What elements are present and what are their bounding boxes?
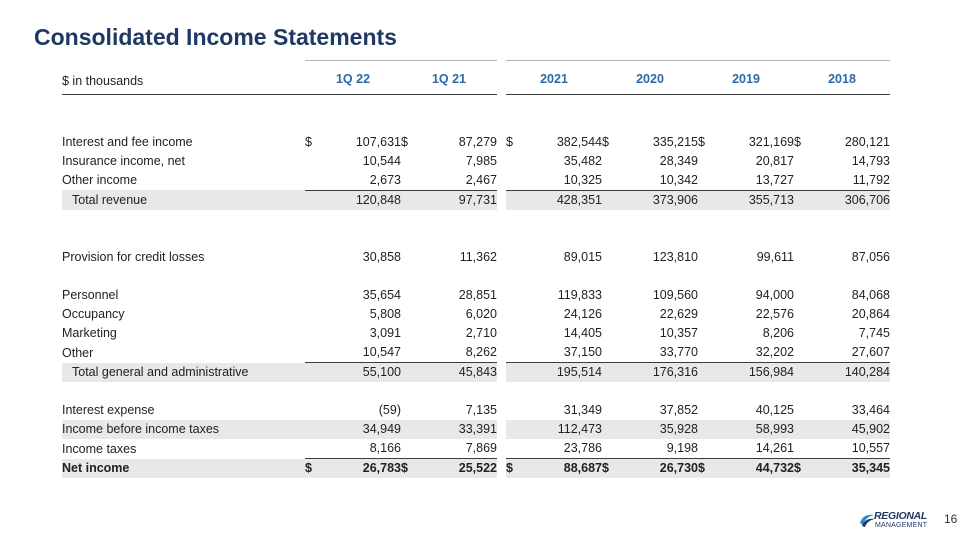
currency-symbol (506, 324, 526, 343)
value-2019: 355,713 (718, 190, 794, 210)
company-logo (858, 508, 940, 532)
value-1q21: 11,362 (459, 249, 497, 264)
value-2021: 119,833 (557, 288, 602, 303)
currency-symbol (305, 420, 325, 439)
income-statement-table (62, 60, 890, 478)
value-2021: 14,405 (563, 326, 602, 341)
currency-symbol (698, 152, 718, 171)
value-2018: 20,864 (851, 307, 890, 322)
currency-symbol (698, 363, 718, 383)
column-gap (497, 286, 506, 305)
currency-symbol (305, 171, 325, 191)
value-2020: 35,928 (622, 420, 698, 439)
column-gap (497, 171, 506, 191)
currency-symbol (305, 324, 325, 343)
section-heading (62, 114, 305, 133)
currency-symbol (794, 401, 814, 420)
currency-symbol (698, 401, 718, 420)
value-2018: 27,607 (851, 345, 890, 360)
row-label: Other income (62, 173, 138, 188)
currency-symbol (506, 439, 526, 459)
column-gap (497, 324, 506, 343)
value-2019: 99,611 (756, 249, 794, 264)
row-label: Marketing (62, 326, 117, 341)
value-2021: 37,150 (563, 345, 602, 360)
column-gap (497, 459, 506, 479)
value-2021: 23,786 (563, 441, 602, 456)
currency-symbol (794, 286, 814, 305)
value-1q21: 7,985 (465, 153, 497, 168)
value-2021: 24,126 (563, 307, 602, 322)
row-label: Personnel (62, 288, 119, 303)
currency-symbol (506, 305, 526, 324)
currency-symbol (305, 305, 325, 324)
currency-symbol (602, 401, 622, 420)
value-2018: 33,464 (851, 403, 890, 418)
column-gap (497, 152, 506, 171)
currency-symbol: $ (794, 134, 801, 149)
value-2020: 22,629 (659, 307, 698, 322)
currency-symbol (506, 343, 526, 363)
value-2020: 26,730 (622, 459, 698, 479)
currency-symbol (401, 363, 421, 383)
value-1q21: 2,710 (465, 326, 497, 341)
value-2018: 306,706 (814, 190, 890, 210)
currency-symbol (305, 363, 325, 383)
column-gap (497, 343, 506, 363)
value-1q21: 45,843 (421, 363, 497, 383)
value-1q21: 25,522 (421, 459, 497, 479)
row-label: Occupancy (62, 307, 125, 322)
value-2018: 140,284 (814, 363, 890, 383)
value-1q22: (59) (378, 403, 401, 418)
value-2021: 382,544 (556, 134, 602, 149)
value-2018: 45,902 (814, 420, 890, 439)
table-row-marketing (62, 324, 890, 343)
currency-symbol (794, 152, 814, 171)
column-header-1q22: 1Q 22 (305, 61, 401, 95)
value-2019: 94,000 (755, 288, 794, 303)
currency-symbol (401, 420, 421, 439)
spacer-row (62, 382, 890, 401)
currency-symbol (602, 152, 622, 171)
currency-symbol: $ (794, 459, 814, 479)
currency-symbol (602, 248, 622, 267)
value-1q21: 8,262 (465, 345, 497, 360)
value-1q21: 6,020 (465, 307, 497, 322)
value-2020: 176,316 (622, 363, 698, 383)
value-2019: 32,202 (755, 345, 794, 360)
value-1q22: 107,631 (355, 134, 401, 149)
value-1q21: 7,135 (465, 403, 497, 418)
currency-symbol (401, 439, 421, 459)
value-2019: 156,984 (718, 363, 794, 383)
row-label: Interest expense (62, 403, 155, 418)
column-gap (497, 420, 506, 439)
value-1q22: 8,166 (369, 441, 401, 456)
currency-symbol (506, 248, 526, 267)
value-2018: 14,793 (851, 153, 890, 168)
currency-symbol (401, 401, 421, 420)
table-row-provision (62, 248, 890, 267)
currency-symbol (602, 363, 622, 383)
section-heading (62, 229, 305, 248)
value-2019: 8,206 (762, 326, 794, 341)
row-label: Total revenue (62, 190, 305, 210)
value-2021: 195,514 (526, 363, 602, 383)
currency-symbol (602, 420, 622, 439)
currency-symbol (794, 420, 814, 439)
currency-symbol (401, 152, 421, 171)
value-1q22: 2,673 (369, 172, 401, 187)
logo-text-management: MANAGEMENT (875, 522, 928, 529)
value-2020: 109,560 (652, 288, 698, 303)
currency-symbol (602, 343, 622, 363)
column-header-1q21: 1Q 21 (401, 61, 497, 95)
currency-symbol (602, 439, 622, 459)
value-2019: 58,993 (718, 420, 794, 439)
column-header-2021: 2021 (506, 61, 602, 95)
column-header-2018: 2018 (794, 61, 890, 95)
currency-symbol (794, 248, 814, 267)
currency-symbol (506, 286, 526, 305)
value-2020: 123,810 (652, 249, 698, 264)
value-2020: 10,357 (659, 326, 698, 341)
column-gap (497, 133, 506, 152)
currency-symbol (794, 439, 814, 459)
currency-symbol (698, 286, 718, 305)
value-2018: 11,792 (852, 172, 890, 187)
column-gap (497, 401, 506, 420)
value-1q22: 55,100 (325, 363, 401, 383)
currency-symbol (698, 343, 718, 363)
value-2019: 13,727 (755, 172, 794, 187)
value-2018: 280,121 (844, 134, 890, 149)
currency-symbol (305, 248, 325, 267)
currency-symbol (401, 190, 421, 210)
currency-symbol: $ (305, 459, 325, 479)
row-label: Insurance income, net (62, 153, 185, 168)
currency-symbol (602, 324, 622, 343)
value-1q21: 33,391 (421, 420, 497, 439)
currency-symbol (506, 363, 526, 383)
currency-symbol: $ (602, 459, 622, 479)
value-2021: 112,473 (526, 420, 602, 439)
currency-symbol (698, 190, 718, 210)
currency-symbol (698, 324, 718, 343)
currency-symbol (305, 343, 325, 363)
currency-symbol (602, 305, 622, 324)
currency-symbol (794, 343, 814, 363)
value-2019: 14,261 (755, 441, 794, 456)
value-2021: 35,482 (563, 153, 602, 168)
value-1q22: 120,848 (325, 190, 401, 210)
value-2019: 20,817 (755, 153, 794, 168)
value-2020: 9,198 (666, 441, 698, 456)
value-2019: 22,576 (755, 307, 794, 322)
value-2021: 10,325 (563, 172, 602, 187)
row-label: Total general and administrative (62, 363, 305, 383)
value-2020: 335,215 (652, 134, 698, 149)
value-1q22: 10,544 (362, 153, 401, 168)
value-1q21: 97,731 (421, 190, 497, 210)
value-2018: 35,345 (814, 459, 890, 479)
currency-symbol (506, 420, 526, 439)
section-heading-row (62, 114, 890, 133)
currency-symbol (305, 286, 325, 305)
value-2021: 89,015 (563, 249, 602, 264)
row-label: Other (62, 345, 94, 360)
column-gap (497, 439, 506, 459)
column-header-2019: 2019 (698, 61, 794, 95)
currency-symbol: $ (698, 459, 718, 479)
currency-symbol (401, 286, 421, 305)
column-gap (497, 305, 506, 324)
currency-symbol (305, 190, 325, 210)
currency-symbol: $ (602, 134, 609, 149)
row-label: Income before income taxes (62, 420, 305, 439)
value-2018: 84,068 (851, 288, 890, 303)
currency-symbol (401, 324, 421, 343)
currency-symbol (506, 401, 526, 420)
currency-symbol (506, 171, 526, 191)
value-2021: 428,351 (526, 190, 602, 210)
value-1q22: 3,091 (369, 326, 401, 341)
value-2018: 87,056 (851, 249, 890, 264)
value-1q22: 5,808 (369, 307, 401, 322)
logo-text-regional: REGIONAL (874, 510, 928, 522)
currency-symbol (401, 248, 421, 267)
currency-symbol (698, 305, 718, 324)
value-2019: 321,169 (748, 134, 794, 149)
currency-symbol: $ (305, 134, 312, 149)
currency-symbol (602, 171, 622, 191)
currency-symbol (794, 171, 814, 191)
value-1q21: 2,467 (465, 172, 497, 187)
value-2018: 10,557 (851, 441, 890, 456)
table-row-insurance (62, 152, 890, 171)
currency-symbol: $ (506, 134, 513, 149)
currency-symbol (602, 190, 622, 210)
page-title: Consolidated Income Statements (34, 24, 397, 50)
spacer-row (62, 267, 890, 286)
value-1q22: 34,949 (325, 420, 401, 439)
value-2020: 373,906 (622, 190, 698, 210)
currency-symbol (401, 171, 421, 191)
currency-symbol (698, 248, 718, 267)
value-1q21: 28,851 (458, 288, 497, 303)
row-label: Interest and fee income (62, 134, 193, 149)
row-label: Income taxes (62, 441, 137, 456)
currency-symbol: $ (401, 134, 408, 149)
table-row-net-income (62, 459, 890, 479)
value-1q22: 26,783 (325, 459, 401, 479)
value-1q22: 10,547 (362, 345, 401, 360)
row-label: Provision for credit losses (62, 249, 205, 264)
spacer-row (62, 210, 890, 229)
currency-symbol (698, 439, 718, 459)
table-header-row (62, 61, 890, 95)
value-2019: 44,732 (718, 459, 794, 479)
row-label: Net income (62, 459, 305, 479)
value-2020: 33,770 (659, 345, 698, 360)
value-2019: 40,125 (755, 403, 794, 418)
value-1q21: 87,279 (458, 134, 497, 149)
currency-symbol: $ (506, 459, 526, 479)
table-row-occupancy (62, 305, 890, 324)
currency-symbol (401, 343, 421, 363)
table-row-personnel (62, 286, 890, 305)
currency-symbol (698, 171, 718, 191)
value-2020: 10,342 (659, 172, 698, 187)
currency-symbol (305, 152, 325, 171)
table-row-total-revenue (62, 190, 890, 210)
currency-symbol (401, 305, 421, 324)
spacer-row (62, 95, 890, 114)
column-gap (497, 363, 506, 383)
value-2020: 28,349 (659, 153, 698, 168)
value-1q21: 7,869 (465, 441, 497, 456)
table-row-other-income (62, 171, 890, 191)
table-row-income-before-tax (62, 420, 890, 439)
column-header-2020: 2020 (602, 61, 698, 95)
table-row-total-ga (62, 363, 890, 383)
currency-symbol (506, 190, 526, 210)
value-2021: 31,349 (563, 403, 602, 418)
currency-symbol (794, 324, 814, 343)
currency-symbol (305, 401, 325, 420)
page-number: 16 (944, 512, 958, 526)
currency-symbol (794, 305, 814, 324)
currency-symbol (698, 420, 718, 439)
column-gap (497, 190, 506, 210)
section-heading-row (62, 229, 890, 248)
table-row-income-taxes (62, 439, 890, 459)
table-row-interest-expense (62, 401, 890, 420)
column-gap (497, 248, 506, 267)
units-label: $ in thousands (62, 61, 305, 95)
value-1q22: 30,858 (362, 249, 401, 264)
value-1q22: 35,654 (362, 288, 401, 303)
currency-symbol (794, 190, 814, 210)
currency-symbol (794, 363, 814, 383)
value-2018: 7,745 (858, 326, 890, 341)
currency-symbol: $ (401, 459, 421, 479)
currency-symbol (305, 439, 325, 459)
currency-symbol: $ (698, 134, 705, 149)
table-row-other-expense (62, 343, 890, 363)
table-row-interest-fee (62, 133, 890, 152)
currency-symbol (602, 286, 622, 305)
value-2020: 37,852 (659, 403, 698, 418)
value-2021: 88,687 (526, 459, 602, 479)
currency-symbol (506, 152, 526, 171)
